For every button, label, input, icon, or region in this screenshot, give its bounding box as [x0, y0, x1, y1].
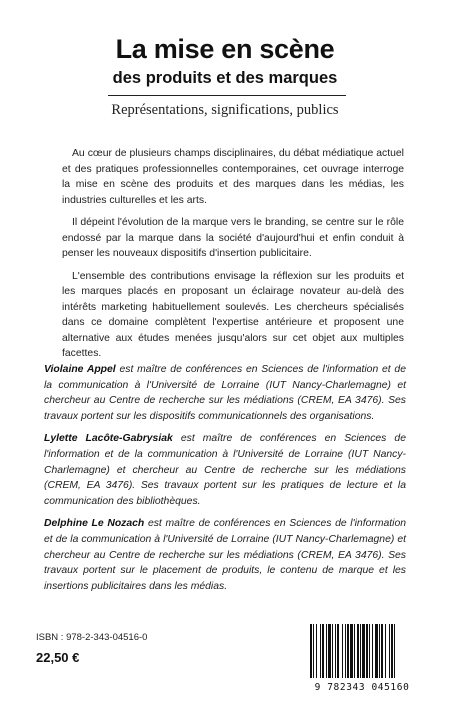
barcode: [302, 622, 420, 694]
summary-paragraph: Au cœur de plusieurs champs disciplinaires, du débat médiatique actuel et des pratiques professionnelles contemporaines, cet ouvrage interroge la mise en scène des produits et des marques dans les médias, les industries culturelles et les arts.: [62, 148, 404, 206]
summary-text: [62, 146, 404, 369]
author-name: Violaine Appel: [44, 364, 116, 375]
author-name: Lylette Lacôte-Gabrysiak: [44, 433, 173, 445]
barcode-digits: 9 782343 045160: [314, 682, 410, 693]
author-bio: [44, 431, 406, 509]
title-divider: [108, 95, 346, 96]
author-bio: [44, 362, 406, 424]
isbn-label: ISBN : 978-2-343-04516-0: [36, 632, 148, 643]
author-bio-text: est maître de conférences en Sciences de l'information et de la communication à l'Université de Lorraine (IUT Nancy-Charlemagne) et chercheur au Centre de recherche sur les médiations (CREM, EA 3476). Ses travaux portent sur les pratiques de lecture et la communication des bibliothèques.: [44, 433, 406, 507]
author-bio-text: est maître de conférences en Sciences de l'information et de la communication à l'Université de Lorraine (IUT Nancy-Charlemagne) et chercheur au Centre de recherche sur les médiations (CREM, EA 3476). Ses travaux portent sur le placement de produits, le contenu de marque et les insertions publicitaires dans les médias.: [44, 518, 407, 592]
summary-paragraph: Il dépeint l'évolution de la marque vers le branding, se centre sur le rôle endossé par la marque dans la société d'aujourd'hui et enfin conduit à penser les nouveaux dispositifs d'insertion publicitaire.: [62, 217, 404, 259]
author-name: Delphine Le Nozach: [44, 518, 145, 530]
author-bios: [44, 362, 406, 601]
summary-paragraph: L'ensemble des contributions envisage la réflexion sur les produits et les marques placés en proposant un éclairage novateur au-delà des intérêts marketing habituellement soulevés. Les chercheurs spécialisés dans ce domaine complètent l'expertise antérieure et proposent une alternative aux études menées jusqu'alors sur cet objet aux multiples facettes.: [62, 270, 404, 359]
author-bio: [44, 516, 406, 594]
book-tagline: Représentations, significations, publics: [111, 102, 339, 118]
book-title: La mise en scène: [115, 34, 335, 64]
book-subtitle: des produits et des marques: [112, 69, 338, 87]
barcode-bars-icon: [302, 622, 420, 682]
author-bio-text: est maître de conférences en Sciences de l'information et de la communication à l'Université de Lorraine (IUT Nancy-Charlemagne) et chercheur au Centre de recherche sur les médiations (CREM, EA 3476). Ses travaux portent sur les dispositifs communicationnels des organisations.: [44, 364, 406, 422]
price-label: 22,50 €: [36, 650, 80, 665]
